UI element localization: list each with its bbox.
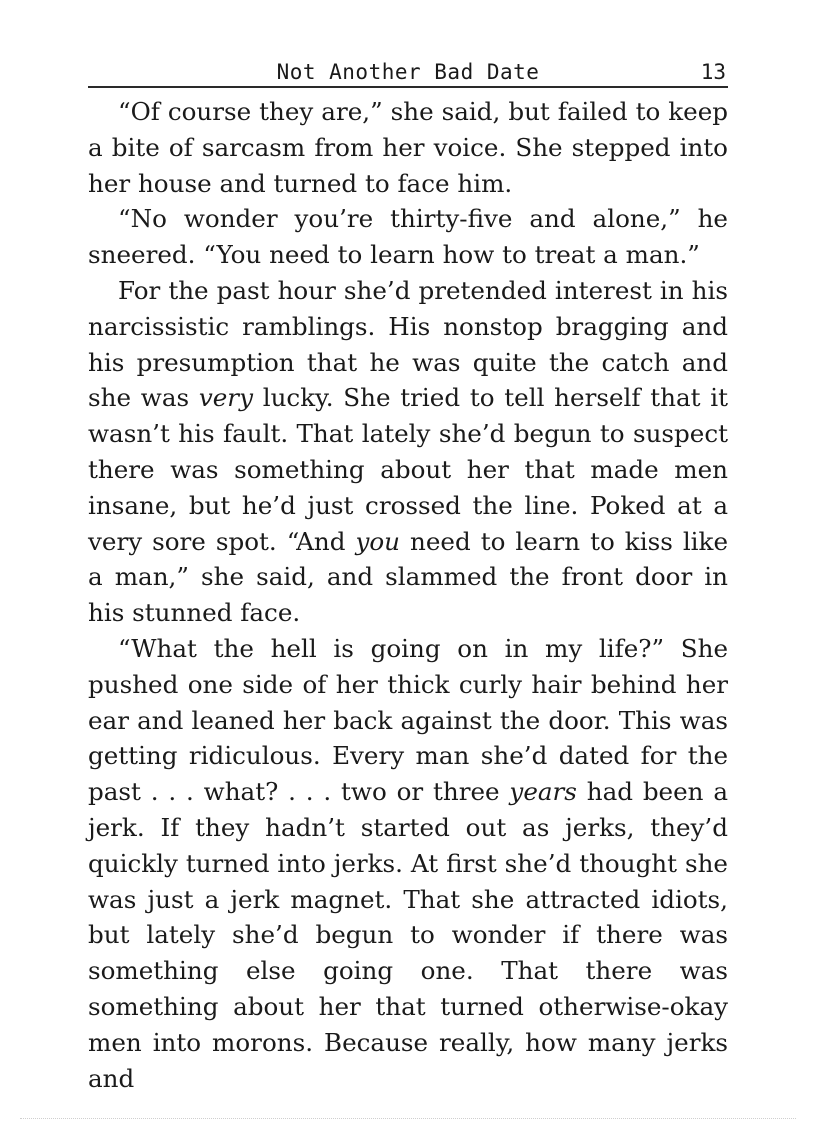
page-bottom-border	[20, 1118, 796, 1119]
emphasis-years: years	[509, 777, 577, 807]
paragraph-2: “No wonder you’re thirty-five and alone,” he sneered. “You need to learn how to treat a man.”	[88, 204, 728, 270]
book-page	[88, 58, 728, 1096]
paragraph-1: “Of course they are,” she said, but failed to keep a bite of sarcasm from her voice. She stepped into her house and turned to face him.	[88, 97, 728, 198]
emphasis-you: you	[355, 526, 401, 556]
paragraph-3-part-2: lucky. She tried to tell herself that it wasn’t his fault. That lately she’d begun to suspect there was something about her that made men insane, but he’d just crossed the line. Poked at a very sore spot. “And	[88, 383, 728, 556]
paragraph-3	[88, 273, 728, 631]
paragraph-3-part-1: For the past hour she’d pretended interest in his narcissistic ramblings. His nonstop bragging and his presumption that he was quite the catch and she was	[88, 275, 728, 413]
page-number: 13	[700, 60, 726, 84]
paragraph-3-part-3: need to learn to kiss like a man,” she said, and slammed the front door in his stunned face.	[88, 526, 729, 628]
body-text	[88, 94, 728, 1096]
emphasis-very: very	[198, 383, 253, 413]
paragraph-4-part-1: “What the hell is going on in my life?” She pushed one side of her thick curly hair behind her ear and leaned her back against the door. This was getting ridiculous. Every man she’d dated for the past . . . what? . . . two or three	[88, 633, 728, 807]
book-title: Not Another Bad Date	[276, 60, 540, 84]
paragraph-4	[88, 631, 728, 1096]
running-header	[88, 58, 728, 88]
paragraph-4-part-2: had been a jerk. If they hadn’t started out as jerks, they’d quickly turned into jerks. At first she’d thought she was just a jerk magnet. That she attracted idiots, but lately she’d begun to wonder if there was something else going one. That there was something about her that turned otherwise-okay men into morons. Because really, how many jerks and	[88, 777, 728, 1093]
